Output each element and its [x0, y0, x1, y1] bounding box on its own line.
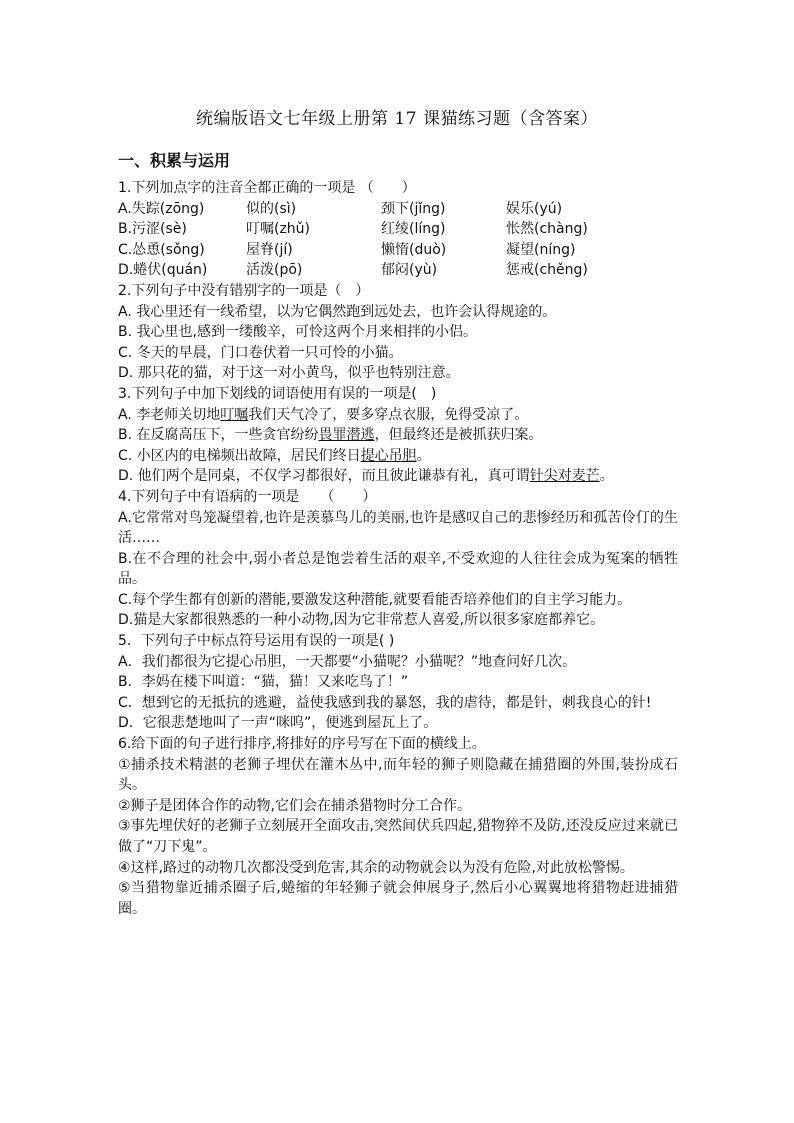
underlined-word: 畏罪潜逃 — [318, 427, 375, 444]
option-d: D. 那只花的猫，对于这一对小黄鸟，似乎也特别注意。 — [118, 365, 460, 382]
option-c: C．想到它的无抵抗的逃避，益使我感到我的暴怒，我的虐待，都是针，刺我良心的针! — [118, 694, 652, 711]
underlined-word: 针尖对麦芒 — [529, 468, 600, 485]
option-b: B．李妈在楼下叫道：“猫，猫！又来吃鸟了！” — [118, 674, 409, 691]
option-a: A．我们都很为它提心吊胆，一天都要“小猫呢？小猫呢？”地查问好几次。 — [118, 653, 577, 670]
option-b: B. 在反腐高压下，一些贪官纷纷畏罪潜逃，但最终还是被抓获归案。 — [118, 427, 543, 444]
option-word: C.怂恿(sǒng) — [118, 241, 205, 258]
option-c: C. 小区内的电梯频出故障，居民们终日提心吊胆。 — [118, 447, 431, 464]
question-stem: 5．下列句子中标点符号运用有误的一项是( ) — [118, 633, 395, 650]
option-word: 屋脊(jí) — [246, 241, 293, 258]
question-stem: 1.下列加点字的注音全都正确的一项是 （ ） — [118, 180, 416, 196]
option-word: 凝望(níng) — [506, 241, 576, 258]
option-d: D. 他们两个是同桌，不仅学习都很好，而且彼此谦恭有礼，真可谓针尖对麦芒。 — [118, 468, 614, 485]
option-word: 叮嘱(zhǔ) — [246, 221, 311, 238]
option-a: A.它常常对鸟笼凝望着,也许是羡慕鸟儿的美丽,也许是感叹自己的悲惨经历和孤苦伶仃的生活…… — [118, 509, 678, 547]
option-row — [118, 219, 678, 240]
option-row — [118, 240, 678, 261]
option-word: A.失踪(zōng) — [118, 200, 205, 217]
sentence-3: ③事先埋伏好的老狮子立刻展开全面攻击,突然间伏兵四起,猎物猝不及防,还没反应过来就已做了“刀下鬼”。 — [118, 818, 678, 855]
option-word: 娱乐(yú) — [506, 200, 563, 217]
question-list — [118, 178, 678, 919]
option-word: 怅然(chàng) — [506, 221, 588, 238]
sentence-4: ④这样,路过的动物几次都没受到危害,其余的动物就会以为没有危险,对此放松警惕。 — [118, 859, 634, 876]
option-word: D.蜷伏(quán) — [118, 262, 208, 279]
option-c: C. 冬天的早晨，门口卷伏着一只可怜的小猫。 — [118, 344, 403, 361]
section-heading: 一、积累与运用 — [118, 151, 231, 170]
option-c: C.每个学生都有创新的潜能,要激发这种潜能,就要看能否培养他们的自主学习能力。 — [118, 591, 632, 608]
option-word: 活泼(pō) — [246, 262, 303, 279]
option-row — [118, 199, 678, 220]
sentence-5: ⑤当猎物靠近捕杀圈子后,蜷缩的年轻狮子就会伸展身子,然后小心翼翼地将猎物赶进捕猎圈。 — [118, 880, 678, 917]
option-b: B.在不合理的社会中,弱小者总是饱尝着生活的艰辛,不受欢迎的人往往会成为冤案的牺牲品。 — [118, 550, 678, 588]
option-d: D．它很悲楚地叫了一声“咪呜”，便逃到屋瓦上了。 — [118, 715, 438, 732]
option-word: 懒惰(duò) — [381, 241, 447, 258]
sentence-2: ②狮子是团体合作的动物,它们会在捕杀猎物时分工合作。 — [118, 797, 471, 814]
underlined-word: 叮嘱 — [220, 406, 249, 423]
underlined-word: 提心吊胆 — [360, 447, 417, 464]
question-stem: 6.给下面的句子进行排序,将排好的序号写在下面的横线上。 — [118, 736, 486, 753]
page-title: 统编版语文七年级上册第 17 课猫练习题（含答案） — [196, 109, 598, 129]
option-word: 郁闷(yù) — [381, 262, 438, 279]
option-a: A. 我心里还有一线希望，以为它偶然跑到远处去，也许会认得规途的。 — [118, 303, 557, 320]
option-b: B. 我心里也,感到一缕酸辛，可怜这两个月来相拌的小侣。 — [118, 324, 477, 341]
sentence-1: ①捕杀技术精湛的老狮子埋伏在灌木丛中,而年轻的狮子则隐藏在捕猎圈的外围,装扮成石头。 — [118, 756, 678, 794]
option-word: 惩戒(chěng) — [506, 262, 588, 279]
option-a: A. 李老师关切地叮嘱我们天气冷了，要多穿点衣服，免得受凉了。 — [118, 406, 529, 423]
option-word: 似的(sì) — [246, 200, 297, 217]
option-row — [118, 260, 678, 281]
option-word: B.污涩(sè) — [118, 221, 187, 238]
question-stem: 3.下列句子中加下划线的词语使用有误的一项是( ) — [118, 385, 437, 402]
option-word: 颈下(jǐng) — [381, 200, 446, 217]
option-word: 红绫(líng) — [381, 221, 446, 238]
question-stem: 2.下列句子中没有错别字的一项是（ ） — [118, 282, 370, 299]
option-d: D.猫是大家都很熟悉的一种小动物,因为它非常惹人喜爱,所以很多家庭都养它。 — [118, 612, 605, 629]
question-stem: 4.下列句子中有语病的一项是 （ ） — [118, 488, 377, 505]
